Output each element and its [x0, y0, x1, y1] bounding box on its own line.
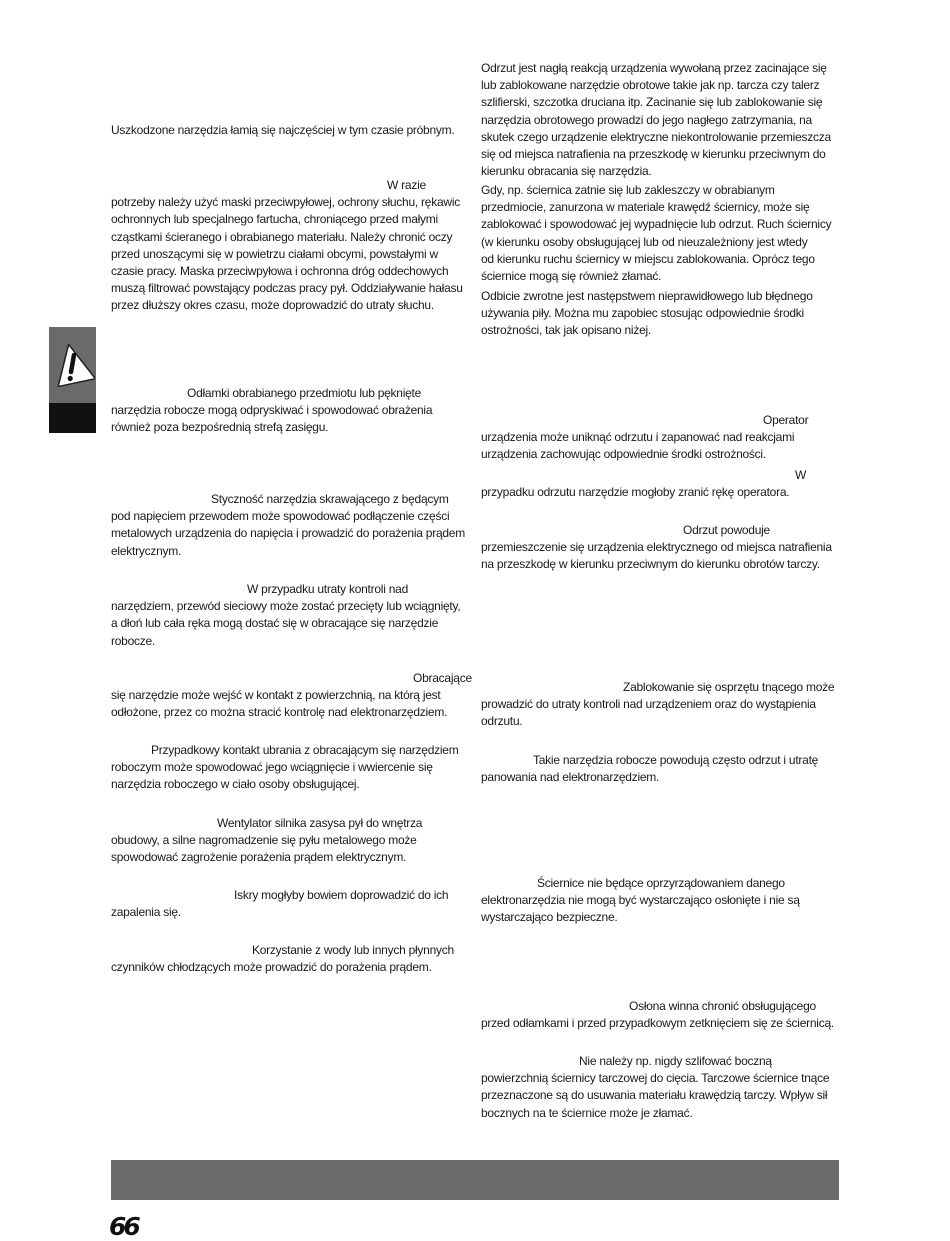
left-paragraph-5: W przypadku utraty kontroli nad narzędziem, przewód sieciowy może zostać przecięty lub wciągnięty, a dłoń lub cała ręka mogą dostać się w obracające się narzędzie robocze.: [111, 582, 461, 648]
right-paragraph-4: Operator urządzenia może uniknąć odrzutu i zapanować nad reakcjami urządzenia zachowując odpowiednie środki ostrożności.: [481, 413, 809, 462]
page-number: 66: [109, 1212, 138, 1241]
right-paragraph-5: W przypadku odrzutu narzędzie mogłoby zranić rękę operatora.: [481, 468, 807, 500]
left-paragraph-4: Styczność narzędzia skrawającego z będącym pod napięciem przewodem może spowodować podłączenie części metalowych urządzenia do napięcia i prowadzić do porażenia prądem elektrycznym.: [111, 492, 465, 558]
warning-triangle-icon: [51, 341, 95, 387]
right-paragraph-7: Zablokowanie się osprzętu tnącego może prowadzić do utraty kontroli nad urządzeniem oraz do wystąpienia odrzutu.: [481, 680, 835, 729]
right-paragraph-3: Odbicie zwrotne jest następstwem nieprawidłowego lub błędnego używania piły. Można mu zapobiec stosując odpowiednie środki ostrożności, tak jak opisano niżej.: [481, 289, 813, 338]
left-paragraph-7: Przypadkowy kontakt ubrania z obracającym się narzędziem roboczym może spowodować jego wciągnięcie i wwiercenie się narzędzia roboczego w ciało osoby obsługującej.: [111, 743, 459, 792]
right-paragraph-10: Osłona winna chronić obsługującego przed odłamkami i przed przypadkowym zetknięciem się ze ściernicą.: [481, 999, 834, 1031]
left-paragraph-6: Obracające się narzędzie może wejść w kontakt z powierzchnią, na którą jest odłożone, przez co można stracić kontrolę nad elektronarzędziem.: [111, 671, 472, 720]
left-paragraph-2: W razie potrzeby należy użyć maski przeciwpyłowej, ochrony słuchu, rękawic ochronnych lub specjalnego fartucha, chroniącego przed małymi cząstkami ścieranego i obrabianego materiału. Należy chronić oczy przed unoszącymi się w powietrzu ciałami obcymi, powstałymi w czasie pracy. Maska przeciwpyłowa i ochronna dróg oddechowych muszą filtrować powstający podczas pracy pył. Oddziaływanie hałasu przez dłuższy okres czasu, może doprowadzić do utraty słuchu.: [111, 178, 463, 313]
right-paragraph-6: Odrzut powoduje przemieszczenie się urządzenia elektrycznego od miejsca natrafienia na przeszkodę w kierunku przeciwnym do kierunku obrotów tarczy.: [481, 523, 832, 572]
right-paragraph-2: Gdy, np. ściernica zatnie się lub zakleszczy w obrabianym przedmiocie, zanurzona w materiale krawędź ściernicy, może się zablokować i spowodować jej wypadnięcie lub odrzut. Ruch ściernicy (w kierunku osoby obsługującej lub od nieuzależniony jest wtedy od kierunku ruchu ściernicy w miejscu zablokowania. Oprócz tego ściernice mogą się również złamać.: [481, 183, 832, 284]
left-paragraph-8: Wentylator silnika zasysa pył do wnętrza obudowy, a silne nagromadzenie się pyłu metalowego może spowodować zagrożenie porażenia prądem elektrycznym.: [111, 816, 423, 865]
left-paragraph-9: Iskry mogłyby bowiem doprowadzić do ich zapalenia się.: [111, 888, 449, 920]
left-paragraph-3: Odłamki obrabianego przedmiotu lub pęknięte narzędzia robocze mogą odpryskiwać i spowodować obrażenia również poza bezpośrednią strefą zasięgu.: [111, 386, 433, 435]
right-paragraph-11: Nie należy np. nigdy szlifować boczną powierzchnią ściernicy tarczowej do cięcia. Tarczowe ściernice tnące przeznaczone są do usuwania materiału krawędzią tarczy. Wpływ sił bocznych na te ściernice może je złamać.: [481, 1054, 830, 1120]
left-paragraph-10: Korzystanie z wody lub innych płynnych czynników chłodzących może prowadzić do porażenia prądem.: [111, 943, 454, 975]
right-paragraph-8: Takie narzędzia robocze powodują często odrzut i utratę panowania nad elektronarzędziem.: [481, 753, 819, 785]
left-paragraph-1: Uszkodzone narzędzia łamią się najczęściej w tym czasie próbnym.: [111, 123, 455, 137]
warning-tab: [49, 327, 96, 433]
right-paragraph-1: Odrzut jest nagłą reakcją urządzenia wywołaną przez zacinające się lub zablokowane narzędzie obrotowe takie jak np. tarcza czy talerz szlifierski, szczotka druciana itp. Zacinanie się lub zablokowanie się narzędzia obrotowego prowadzi do jego nagłego zatrzymania, na skutek czego urządzenie elektryczne niekontrolowanie przemieszcza się od miejsca natrafienia na przeszkodę w kierunku przeciwnym do kierunku obracania się narzędzia.: [481, 61, 831, 179]
footer-bar: [111, 1160, 839, 1200]
right-paragraph-9: Ściernice nie będące oprzyrządowaniem danego elektronarzędzia nie mogą być wystarczająco osłonięte i nie są wystarczająco bezpieczne.: [481, 876, 800, 925]
